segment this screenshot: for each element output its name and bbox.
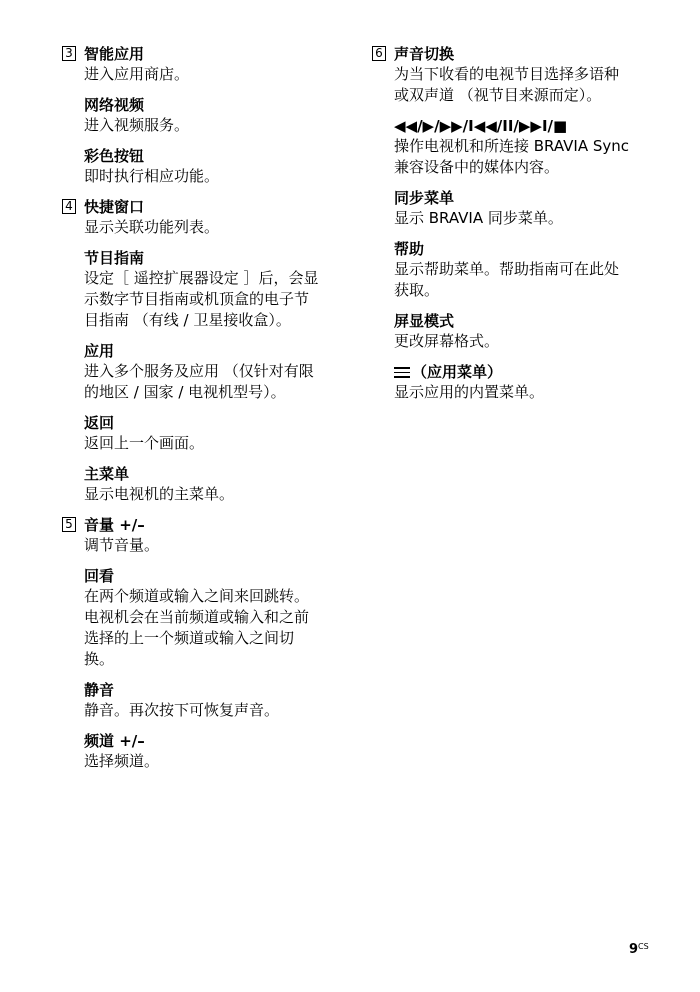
section-heading: 节目指南: [84, 249, 145, 267]
section-number: 5: [62, 517, 76, 532]
section-text: 设定［ 遥控扩展器设定 ］后，会显: [84, 269, 319, 287]
section-back: [62, 413, 352, 454]
section-internet-video: [62, 95, 352, 136]
section-number: 3: [62, 46, 76, 61]
section-heading: 彩色按钮: [84, 147, 145, 165]
section-text: 在两个频道或输入之间来回跳转。: [84, 587, 310, 605]
section-help: [372, 239, 672, 301]
section-apps: [62, 341, 352, 403]
media-controls-icons: ◀◀/▶/▶▶/I◀◀/II/▶▶I/■: [394, 117, 568, 135]
section-text: 选择的上一个频道或输入之间切: [84, 629, 295, 647]
section-jump: [62, 566, 352, 670]
page-suffix: CS: [638, 942, 649, 951]
section-text: 返回上一个画面。: [84, 434, 205, 452]
section-heading: 应用: [84, 342, 115, 360]
section-heading: （应用菜单）: [372, 362, 672, 382]
section-text: 示数字节目指南或机顶盒的电子节: [84, 290, 310, 308]
section-text: 显示帮助菜单。帮助指南可在此处: [394, 260, 620, 278]
section-text: 为当下收看的电视节目选择多语种: [394, 65, 620, 83]
section-number: 6: [372, 46, 386, 61]
section-program-guide: [62, 248, 352, 331]
section-heading: 帮助: [394, 240, 425, 258]
section-heading: 4 快捷窗口: [62, 197, 352, 217]
section-text: 进入多个服务及应用 （仅针对有限: [84, 362, 314, 380]
section-heading: 6 声音切换: [372, 44, 672, 64]
section-quick-window: [62, 197, 352, 238]
section-heading: 返回: [84, 414, 115, 432]
section-heading: 主菜单: [84, 465, 130, 483]
section-heading: 静音: [84, 681, 115, 699]
section-screen-mode: [372, 311, 672, 352]
section-text: 的地区 / 国家 / 电视机型号）。: [84, 383, 286, 401]
section-smart-apps: [62, 44, 352, 85]
page-number: $9^{CS}$: [629, 942, 649, 957]
section-heading: 频道 +/–: [84, 732, 145, 750]
section-text: 静音。再次按下可恢复声音。: [84, 701, 280, 719]
section-text: 显示应用的内置菜单。: [394, 383, 545, 401]
section-text: 或双声道 （视节目来源而定）。: [394, 86, 602, 104]
section-text: 目指南 （有线 / 卫星接收盒）。: [84, 311, 291, 329]
section-text: 即时执行相应功能。: [84, 167, 220, 185]
section-sync-menu: [372, 188, 672, 229]
section-heading: 同步菜单: [394, 189, 455, 207]
section-text: 操作电视机和所连接 BRAVIA Sync: [394, 137, 630, 155]
section-app-menu: [372, 362, 672, 403]
right-column: [372, 44, 672, 413]
section-heading: 屏显模式: [394, 312, 455, 330]
section-text: 进入视频服务。: [84, 116, 190, 134]
section-text: 显示关联功能列表。: [84, 218, 220, 236]
section-text: 获取。: [394, 281, 440, 299]
section-channel: [62, 731, 352, 772]
section-media-controls: [372, 116, 672, 178]
section-text: 电视机会在当前频道或输入和之前: [84, 608, 310, 626]
section-text: 兼容设备中的媒体内容。: [394, 158, 560, 176]
section-heading: 3 智能应用: [62, 44, 352, 64]
section-heading: 网络视频: [84, 96, 145, 114]
section-number: 4: [62, 199, 76, 214]
section-audio: [372, 44, 672, 106]
section-text: 显示 BRAVIA 同步菜单。: [394, 209, 563, 227]
section-text: 进入应用商店。: [84, 65, 190, 83]
left-column: [62, 44, 352, 782]
menu-icon: [394, 366, 410, 378]
section-color-buttons: [62, 146, 352, 187]
section-text: 选择频道。: [84, 752, 160, 770]
section-text: 显示电视机的主菜单。: [84, 485, 235, 503]
section-heading: 回看: [84, 567, 115, 585]
section-text: 调节音量。: [84, 536, 160, 554]
section-heading: 5 音量 +/–: [62, 515, 352, 535]
section-text: 更改屏幕格式。: [394, 332, 500, 350]
section-home: [62, 464, 352, 505]
section-text: 换。: [84, 650, 115, 668]
section-volume: [62, 515, 352, 556]
section-mute: [62, 680, 352, 721]
